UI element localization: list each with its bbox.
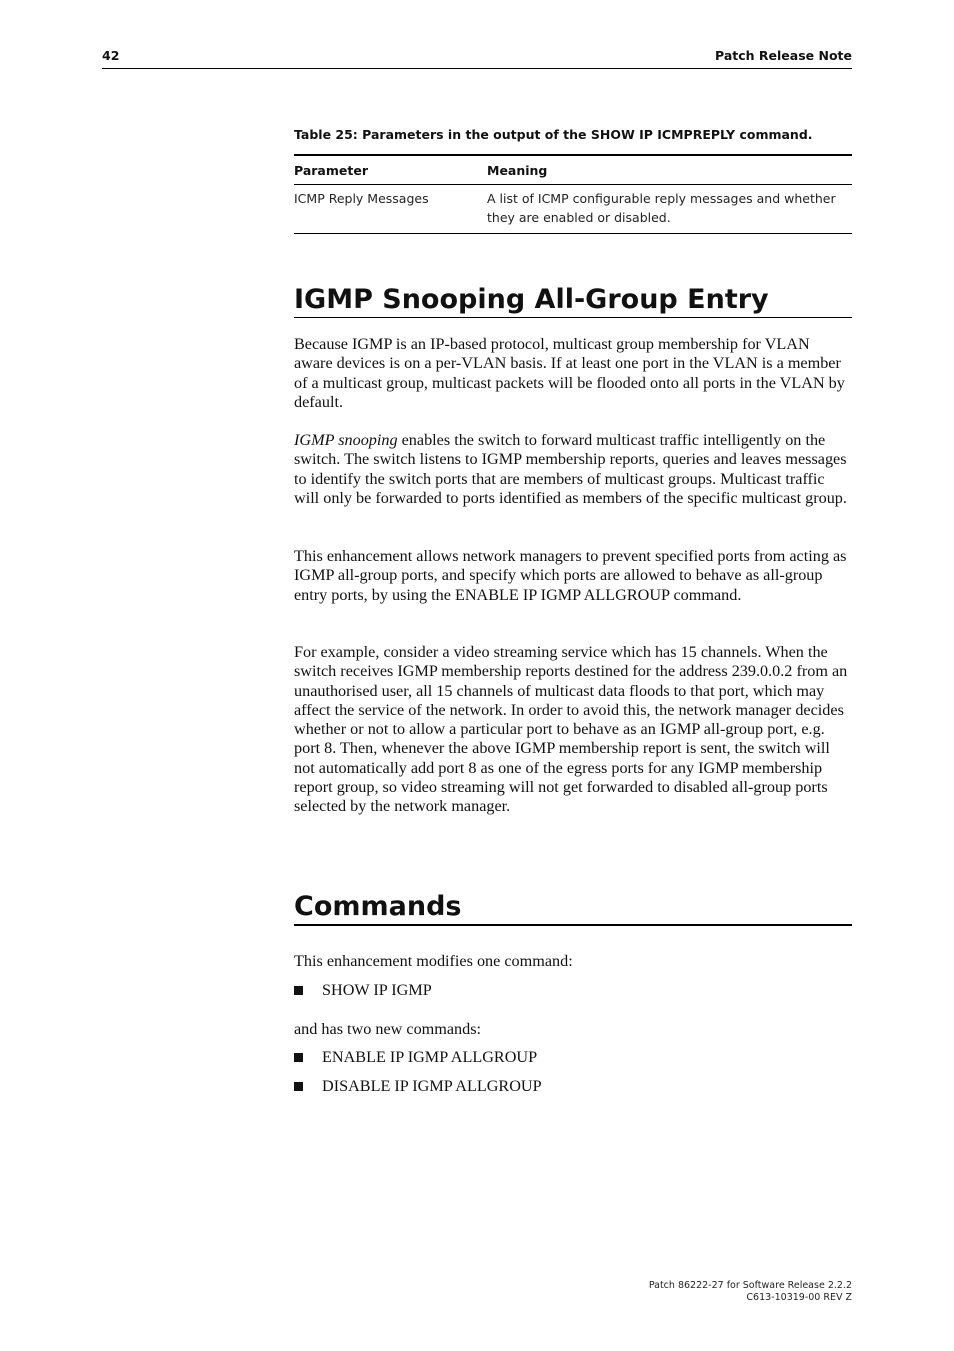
section-heading-commands: Commands (294, 891, 852, 926)
paragraph-modified-intro: This enhancement modifies one command: (294, 952, 573, 970)
page-header (102, 48, 852, 69)
column-header-meaning: Meaning (487, 162, 548, 178)
document-title: Patch Release Note (715, 48, 852, 63)
paragraph-example: For example, consider a video streaming service which has 15 channels. When the switch receives IGMP membership reports destined for the address 239.0.0.2 from an unauthorised user, all 15 channels of multicast data floods to that port, which may affect the service of the network. In order to avoid this, the network manager decides whether or not to allow a particular port to behave as an IGMP all-group port, e.g. port 8. Then, whenever the above IGMP membership report is sent, the switch will not automatically add port 8 as one of the egress ports for any IGMP membership report group, so video streaming will not get forwarded to disabled all-group ports selected by the network manager. (294, 643, 848, 816)
bullet-square-icon (294, 1082, 303, 1091)
cell-meaning: A list of ICMP configurable reply messages and whether they are enabled or disabled. (487, 191, 836, 225)
list-item (294, 1048, 537, 1067)
table-row (294, 185, 852, 233)
parameters-table (294, 154, 852, 234)
column-header-parameter: Parameter (294, 162, 368, 178)
bullet-square-icon (294, 986, 303, 995)
list-item (294, 1077, 542, 1096)
table-header-row (294, 156, 852, 185)
page-footer (649, 1280, 852, 1303)
paragraph-igmp-snooping-text: enables the switch to forward multicast traffic intelligently on the switch. The switch listens to IGMP membership reports, queries and leaves messages to identify the switch ports that are members of multicast groups. Multicast traffic will only be forwarded to ports identified as members of the specific multicast group. (294, 431, 847, 507)
command-name: ENABLE IP IGMP ALLGROUP (322, 1048, 538, 1066)
paragraph-enhancement: This enhancement allows network managers to prevent specified ports from acting as IGMP all-group ports, and specify which ports are allowed to behave as all-group entry ports, by using the ENABLE IP IGMP ALLGROUP command. (294, 547, 847, 604)
table-caption: Table 25: Parameters in the output of the SHOW IP ICMPREPLY command. (294, 127, 813, 142)
cell-parameter: ICMP Reply Messages (294, 191, 429, 206)
section-heading-igmp: IGMP Snooping All-Group Entry (294, 284, 852, 318)
paragraph-igmp-snooping (294, 431, 852, 508)
term-igmp-snooping: IGMP snooping (294, 431, 398, 449)
paragraph-igmp-intro: Because IGMP is an IP-based protocol, multicast group membership for VLAN aware devices is on a per-VLAN basis. If at least one port in the VLAN is a member of a multicast group, multicast packets will be flooded onto all ports in the VLAN by default. (294, 335, 845, 411)
bullet-square-icon (294, 1053, 303, 1062)
footer-doc-id: C613-10319-00 REV Z (746, 1291, 852, 1303)
command-name: DISABLE IP IGMP ALLGROUP (322, 1077, 542, 1095)
command-name: SHOW IP IGMP (322, 981, 432, 999)
page-number: 42 (102, 48, 120, 63)
paragraph-new-intro: and has two new commands: (294, 1020, 482, 1038)
list-item (294, 981, 432, 1000)
footer-patch-line: Patch 86222-27 for Software Release 2.2.2 (648, 1280, 852, 1291)
